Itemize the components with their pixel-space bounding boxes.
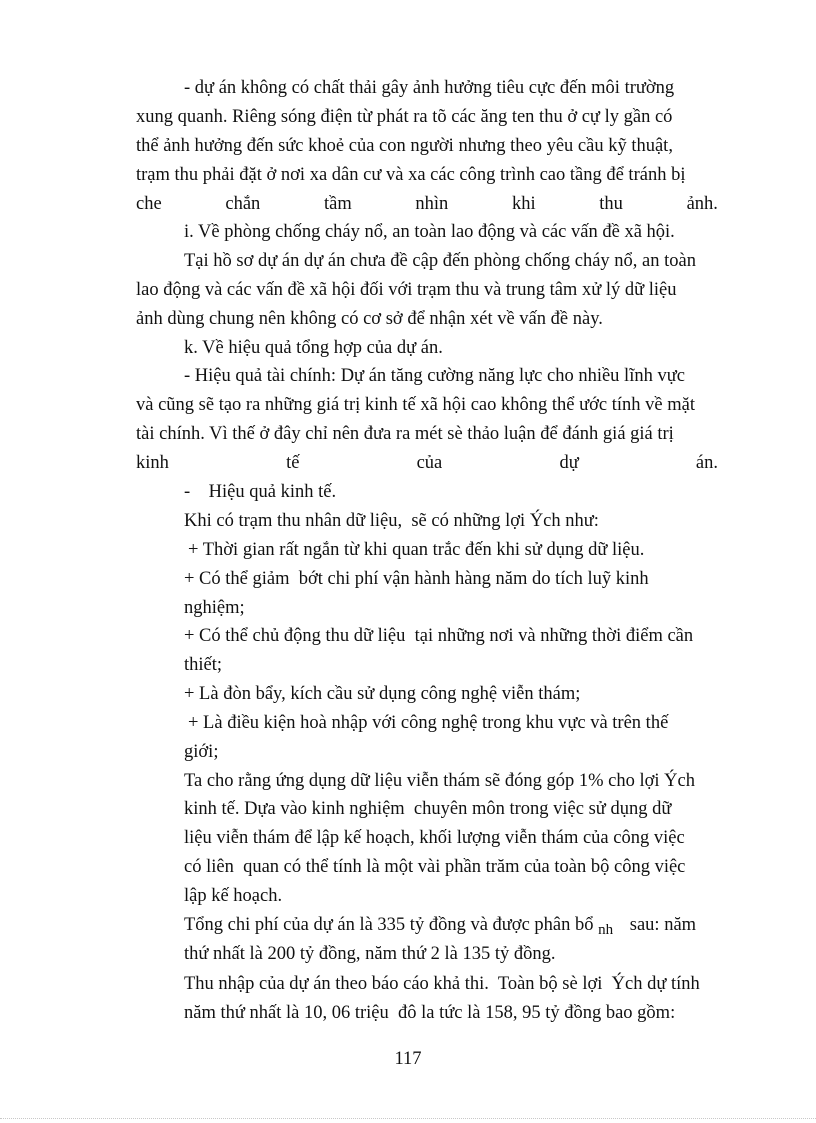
word: khi	[511, 194, 536, 214]
list-item: + Là đòn bẩy, kích cầu sử dụng công nghệ viễn thám;	[184, 684, 581, 704]
paragraph-line: giới;	[184, 742, 219, 762]
section-heading: k. Về hiệu quả tổng hợp của dự án.	[184, 338, 443, 358]
paragraph-line: ảnh dùng chung nên không có cơ sở để nhận xét về vấn đề này.	[136, 309, 603, 329]
paragraph-line: Ta cho rằng ứng dụng dữ liệu viễn thám sẽ đóng góp 1% cho lợi Ých	[184, 771, 695, 791]
paragraph-line: năm thứ nhất là 10, 06 triệu đô la tức là 158, 95 tỷ đồng bao gồm:	[184, 1003, 676, 1023]
cost-line-text: Tổng chi phí của dự án là 335 tỷ đồng và được phân bổ	[184, 915, 594, 935]
justified-line	[136, 192, 718, 216]
paragraph-line: thể ảnh hưởng đến sức khoẻ của con người nhưng theo yêu cầu kỹ thuật,	[136, 136, 673, 156]
list-item: + Có thể chủ động thu dữ liệu tại những nơi và những thời điểm cần	[184, 626, 694, 646]
paragraph-line: trạm thu phải đặt ở nơi xa dân cư và xa các công trình cao tầng để tránh bị	[136, 165, 686, 185]
justified-line	[136, 451, 718, 475]
word: che	[136, 194, 162, 214]
paragraph-line: Khi có trạm thu nhân dữ liệu, sẽ có những lợi Ých như:	[184, 511, 599, 531]
word: kinh	[136, 453, 169, 473]
page-bottom-border	[0, 1118, 816, 1119]
paragraph-line: Tại hồ sơ dự án dự án chưa đề cập đến phòng chống cháy nổ, an toàn	[184, 251, 696, 271]
paragraph-line: kinh tế. Dựa vào kinh nghiệm chuyên môn trong việc sử dụng dữ	[184, 799, 672, 819]
paragraph-line: liệu viễn thám để lập kế hoạch, khối lượng viễn thám của công việc	[184, 828, 685, 848]
paragraph-line: và cũng sẽ tạo ra những giá trị kinh tế xã hội cao không thể ước tính về mặt	[136, 395, 695, 415]
word: tầm	[323, 194, 352, 214]
cost-line-subscript: nh	[598, 922, 614, 938]
paragraph-line: - Hiệu quả tài chính: Dự án tăng cường năng lực cho nhiều lĩnh vực	[184, 366, 685, 386]
word: thu	[599, 194, 623, 214]
word: chắn	[225, 194, 261, 214]
paragraph-line: có liên quan có thể tính là một vài phần trăm của toàn bộ công việc	[184, 857, 686, 877]
paragraph-line: lao động và các vấn đề xã hội đối với trạm thu và trung tâm xử lý dữ liệu	[136, 280, 677, 300]
word: của	[416, 453, 443, 473]
paragraph-line: nghiệm;	[184, 598, 245, 618]
list-item: + Có thể giảm bớt chi phí vận hành hàng năm do tích luỹ kinh	[184, 569, 649, 589]
cost-line	[184, 913, 696, 937]
paragraph-line: - dự án không có chất thải gây ảnh hưởng tiêu cực đến môi trường	[184, 78, 675, 98]
paragraph-line: tài chính. Vì thế ở đây chỉ nên đưa ra mét sè thảo luận để đánh giá giá trị	[136, 424, 674, 444]
paragraph-line: thiết;	[184, 655, 223, 675]
paragraph-line: Thu nhập của dự án theo báo cáo khả thi. Toàn bộ sè lợi Ých dự tính	[184, 974, 700, 994]
word: nhìn	[415, 194, 449, 214]
word: dự	[559, 453, 579, 473]
word: ảnh.	[686, 194, 718, 214]
list-item: + Thời gian rất ngắn từ khi quan trắc đến khi sử dụng dữ liệu.	[188, 540, 645, 560]
section-heading: i. Về phòng chống cháy nổ, an toàn lao động và các vấn đề xã hội.	[184, 222, 675, 242]
word: án.	[695, 453, 718, 473]
cost-line-tail: sau: năm	[629, 915, 697, 935]
paragraph-line: thứ nhất là 200 tỷ đồng, năm thứ 2 là 135 tỷ đồng.	[184, 944, 556, 964]
paragraph-line: lập kế hoạch.	[184, 886, 283, 906]
list-item: - Hiệu quả kinh tế.	[184, 482, 337, 502]
page-number: 117	[394, 1049, 422, 1069]
list-item: + Là điều kiện hoà nhập với công nghệ trong khu vực và trên thế	[188, 713, 669, 733]
paragraph-line: xung quanh. Riêng sóng điện từ phát ra tõ các ăng ten thu ở cự ly gần có	[136, 107, 673, 127]
word: tế	[286, 453, 300, 473]
